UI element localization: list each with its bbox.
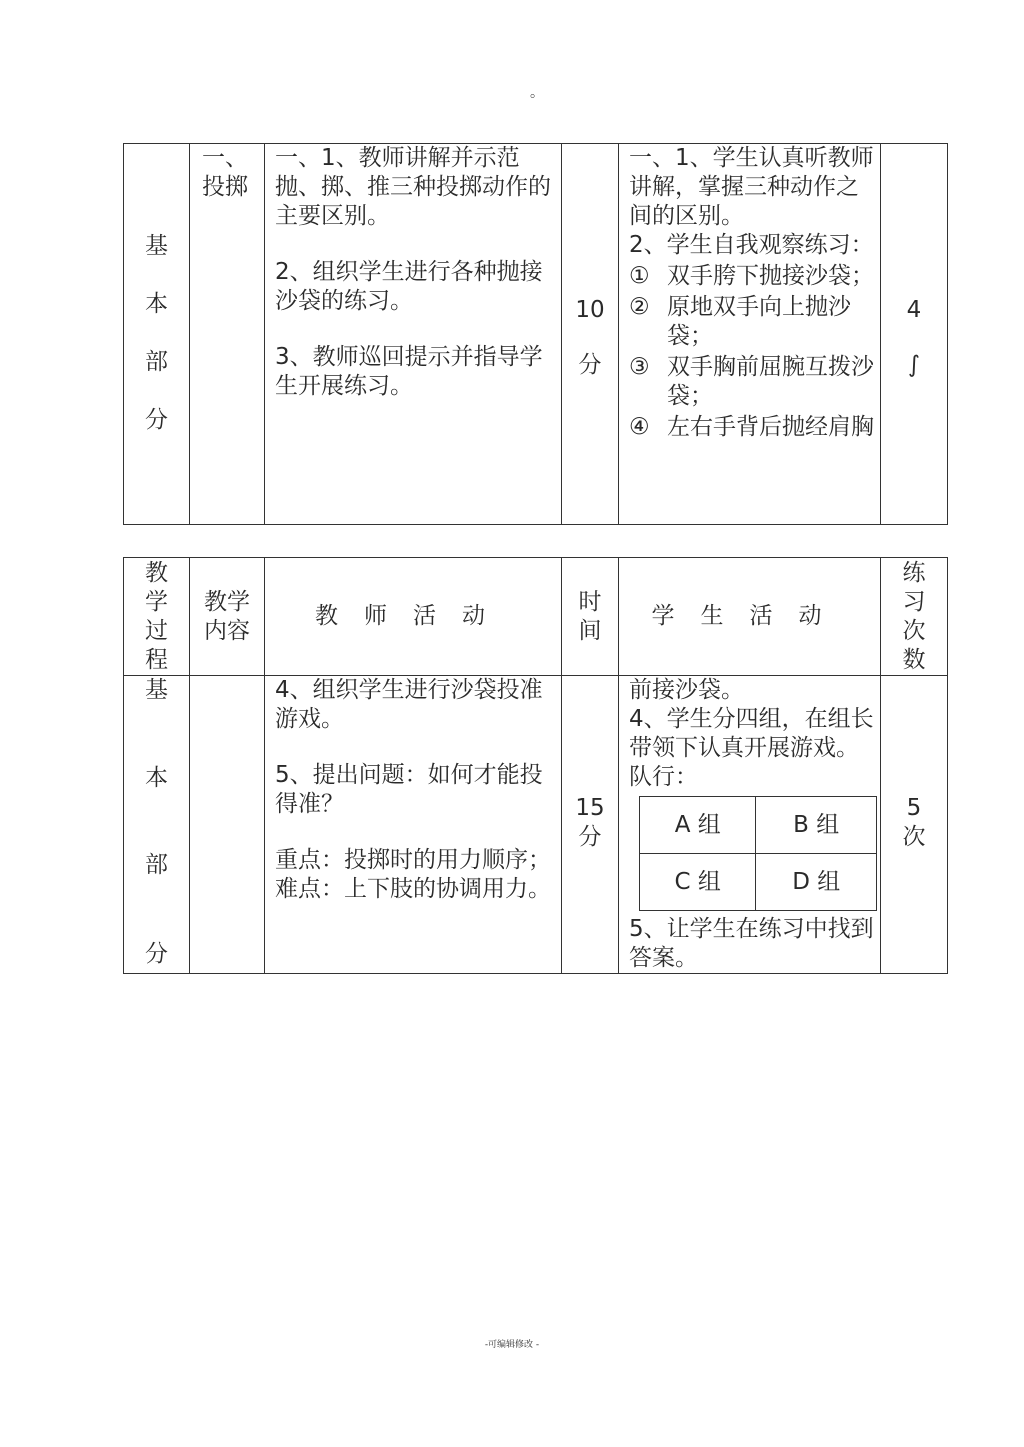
student-answer: 5、让学生在练习中找到答案。: [629, 916, 874, 971]
header-text: 内容: [204, 617, 250, 644]
header-char: 教: [145, 559, 168, 586]
section-char: 基: [145, 233, 168, 259]
header-char: 程: [145, 646, 168, 673]
count-cell: [881, 144, 948, 525]
header-char: 时: [578, 588, 602, 615]
time-cell: [562, 676, 619, 974]
header-count: [881, 558, 948, 676]
header-char: 数: [902, 646, 926, 673]
header-time: [562, 558, 619, 676]
student-item: [629, 262, 876, 291]
student-item: [629, 413, 876, 442]
time-value: 15: [575, 795, 605, 821]
teacher-step: 4、组织学生进行沙袋投准游戏。: [275, 677, 543, 732]
header-student: [619, 558, 881, 676]
section-char: 部: [145, 852, 168, 878]
lesson-table-2: [123, 557, 948, 974]
student-activity-cell: [619, 144, 881, 525]
teacher-activity-cell: [265, 676, 562, 974]
footer-note: -可编辑修改 -: [484, 1340, 540, 1350]
header-char: 次: [902, 617, 926, 644]
header-char: 练: [902, 559, 926, 586]
time-value: 10: [575, 297, 605, 323]
header-content: [190, 558, 265, 676]
student-item: [629, 293, 876, 351]
student-continued: 前接沙袋。: [629, 677, 744, 703]
header-process: [124, 558, 190, 676]
teacher-activity-cell: [265, 144, 562, 525]
teacher-point: 重点：投掷时的用力顺序；: [275, 847, 551, 873]
header-char: 间: [578, 617, 602, 644]
student-groups-intro: 4、学生分四组，在组长带领下认真开展游戏。队行：: [629, 706, 874, 790]
time-unit: 分: [578, 352, 602, 378]
item-number: ③: [629, 354, 650, 380]
header-text: 教师活动: [315, 603, 511, 629]
content-cell-empty: [190, 676, 265, 974]
content-text: 一、投掷: [202, 145, 248, 200]
count-unit: ∫: [908, 352, 920, 378]
header-text: 学生活动: [651, 603, 848, 629]
item-number: ②: [629, 294, 650, 320]
content-cell: [190, 144, 265, 525]
teacher-point: 难点：上下肢的协调用力。: [275, 876, 551, 902]
section-char: 本: [145, 765, 168, 791]
section-char: 基: [145, 677, 168, 703]
teacher-step: 5、提出问题：如何才能投得准？: [275, 762, 543, 817]
section-char: 本: [145, 291, 168, 317]
teacher-step: 2、组织学生进行各种抛接沙袋的练习。: [275, 259, 543, 314]
header-char: 过: [145, 617, 168, 644]
item-text: 双手胯下抛接沙袋；: [667, 263, 874, 289]
student-practice: 2、学生自我观察练习：: [629, 232, 874, 258]
section-cell: [124, 144, 190, 525]
time-cell: [562, 144, 619, 525]
group-formation: [639, 796, 877, 911]
item-number: ④: [629, 414, 650, 440]
item-number: ①: [629, 263, 650, 289]
group-cell: D 组: [756, 854, 877, 911]
item-text: 双手胸前屈腕互拨沙袋；: [667, 354, 874, 409]
student-item: [629, 353, 876, 411]
group-cell: A 组: [640, 797, 756, 854]
lesson-table-1: [123, 143, 948, 525]
section-cell: [124, 676, 190, 974]
top-mark: 。: [530, 85, 544, 101]
student-activity-cell: [619, 676, 881, 974]
section-char: 分: [145, 941, 168, 967]
header-text: 教学: [204, 588, 250, 615]
item-text: 左右手背后抛经肩胸: [667, 414, 874, 440]
count-value: 4: [906, 297, 922, 323]
count-value: 5: [906, 795, 922, 821]
item-text: 原地双手向上抛沙袋；: [667, 294, 851, 349]
section-char: 分: [145, 407, 168, 433]
group-cell: C 组: [640, 854, 756, 911]
teacher-step: 一、1、教师讲解并示范抛、掷、推三种投掷动作的主要区别。: [275, 145, 551, 229]
student-intro: 一、1、学生认真听教师讲解，掌握三种动作之间的区别。: [629, 145, 874, 229]
count-unit: 次: [902, 824, 926, 850]
section-char: 部: [145, 349, 168, 375]
count-cell: [881, 676, 948, 974]
header-teacher: [265, 558, 562, 676]
time-unit: 分: [578, 824, 602, 850]
group-cell: B 组: [756, 797, 877, 854]
header-char: 学: [145, 588, 168, 615]
header-char: 习: [902, 588, 926, 615]
teacher-step: 3、教师巡回提示并指导学生开展练习。: [275, 344, 543, 399]
